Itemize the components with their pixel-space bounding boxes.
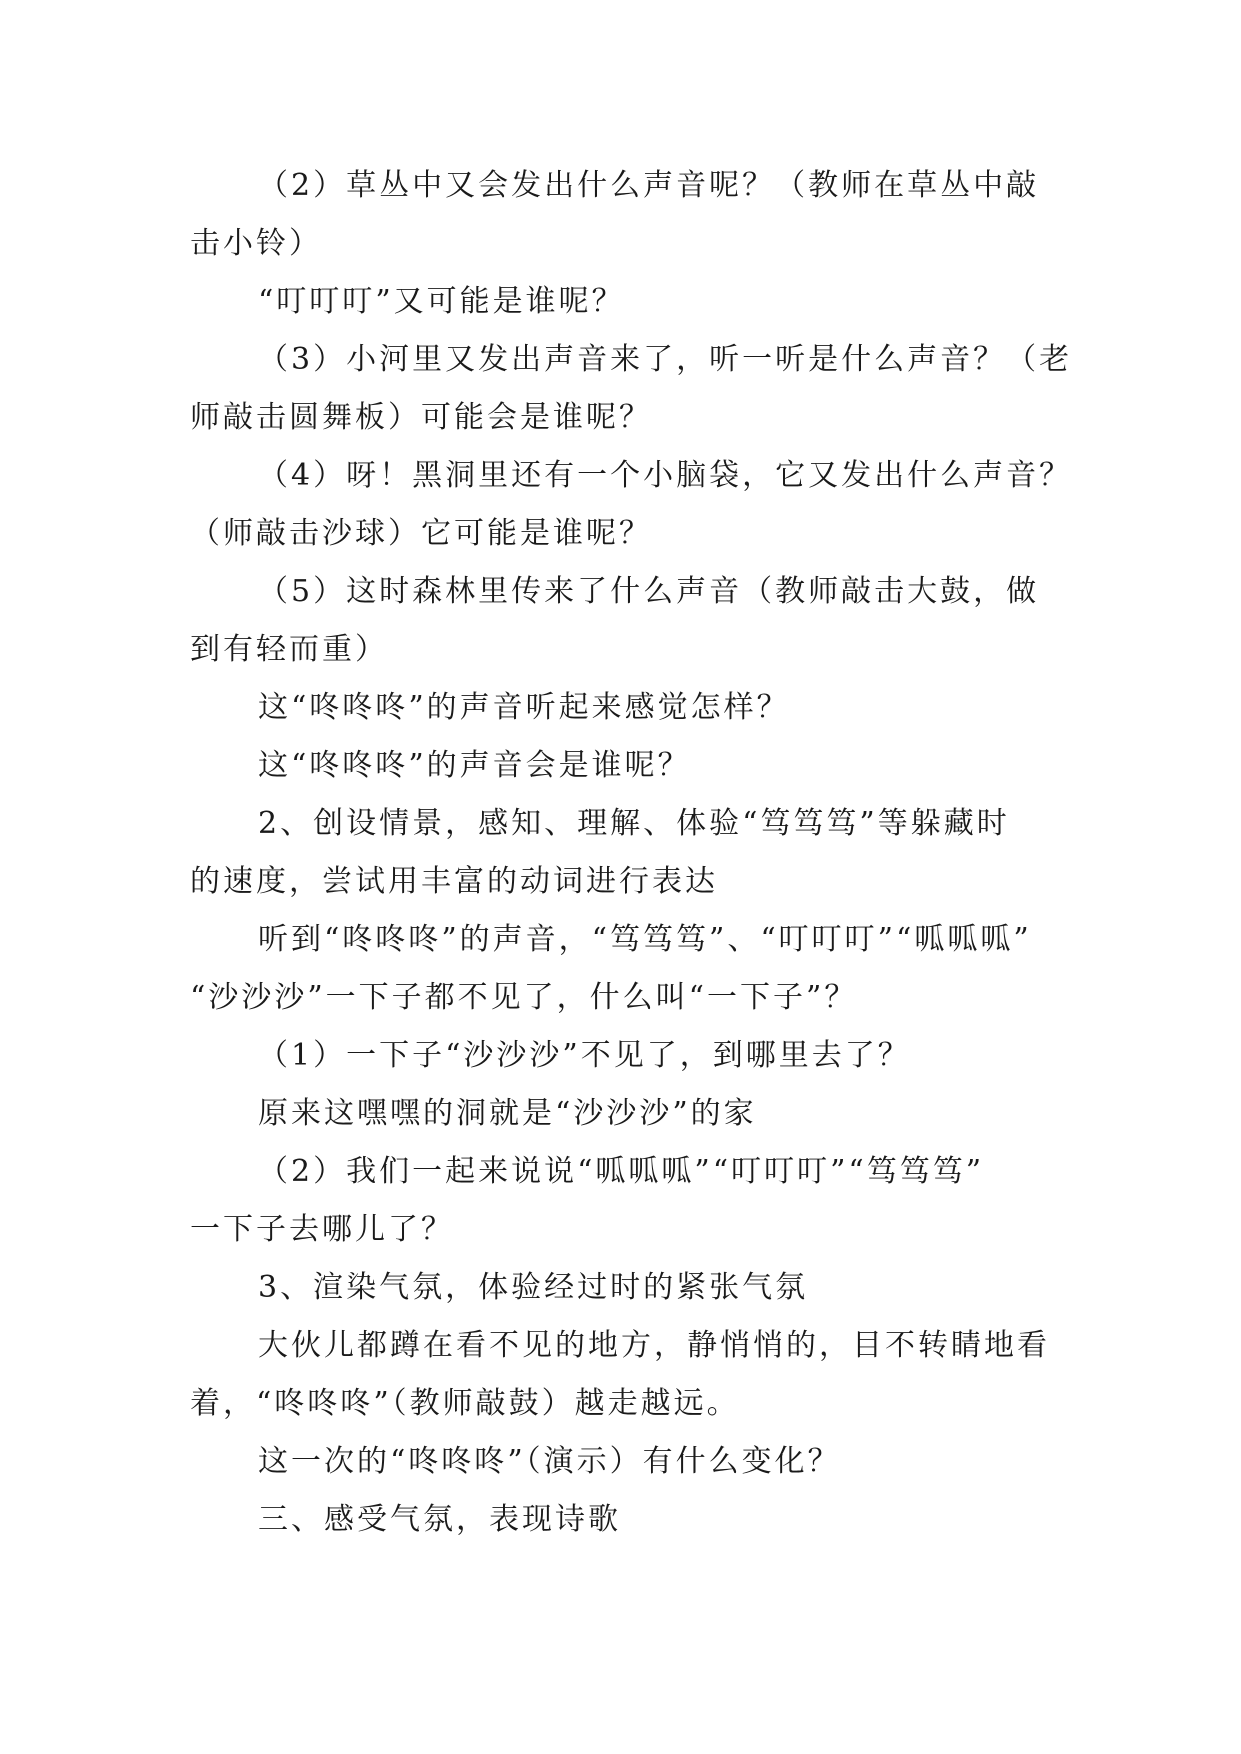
text-line-17: 原来这嘿嘿的洞就是“沙沙沙”的家 (258, 1096, 757, 1131)
text-line-6: （4）呀！黑洞里还有一个小脑袋，它又发出什么声音？ (258, 458, 1073, 493)
text-line-19: 一下子去哪儿了？ (190, 1212, 454, 1247)
text-line-3: “叮叮叮”又可能是谁呢？ (258, 284, 625, 319)
text-line-1: （2）草丛中又会发出什么声音呢？（教师在草丛中敲 (258, 168, 1040, 203)
text-line-11: 这“咚咚咚”的声音会是谁呢？ (258, 748, 691, 783)
text-line-2: 击小铃） (190, 226, 322, 261)
text-line-9: 到有轻而重） (190, 632, 388, 667)
text-line-16: （1）一下子“沙沙沙”不见了，到哪里去了？ (258, 1038, 911, 1073)
text-line-13: 的速度，尝试用丰富的动词进行表达 (190, 864, 718, 899)
text-line-22: 着，“咚咚咚”（教师敲鼓）越走越远。 (190, 1386, 740, 1421)
text-line-20: 3、渲染气氛，体验经过时的紧张气氛 (258, 1270, 809, 1305)
text-line-4: （3）小河里又发出声音来了，听一听是什么声音？（老 (258, 342, 1073, 377)
text-line-14: 听到“咚咚咚”的声音，“笃笃笃”、“叮叮叮”“呱呱呱” (258, 922, 1032, 957)
text-line-23: 这一次的“咚咚咚”（演示）有什么变化？ (258, 1444, 841, 1479)
text-line-24: 三、感受气氛，表现诗歌 (258, 1502, 621, 1537)
text-line-10: 这“咚咚咚”的声音听起来感觉怎样？ (258, 690, 790, 725)
text-line-5: 师敲击圆舞板）可能会是谁呢？ (190, 400, 652, 435)
text-line-7: （师敲击沙球）它可能是谁呢？ (190, 516, 652, 551)
text-line-18: （2）我们一起来说说“呱呱呱”“叮叮叮”“笃笃笃” (258, 1154, 985, 1189)
text-line-12: 2、创设情景，感知、理解、体验“笃笃笃”等躲藏时 (258, 806, 1010, 841)
text-line-21: 大伙儿都蹲在看不见的地方，静悄悄的，目不转睛地看 (258, 1328, 1050, 1363)
text-line-8: （5）这时森林里传来了什么声音（教师敲击大鼓，做 (258, 574, 1040, 609)
text-line-15: “沙沙沙”一下子都不见了，什么叫“一下子”？ (190, 980, 858, 1015)
